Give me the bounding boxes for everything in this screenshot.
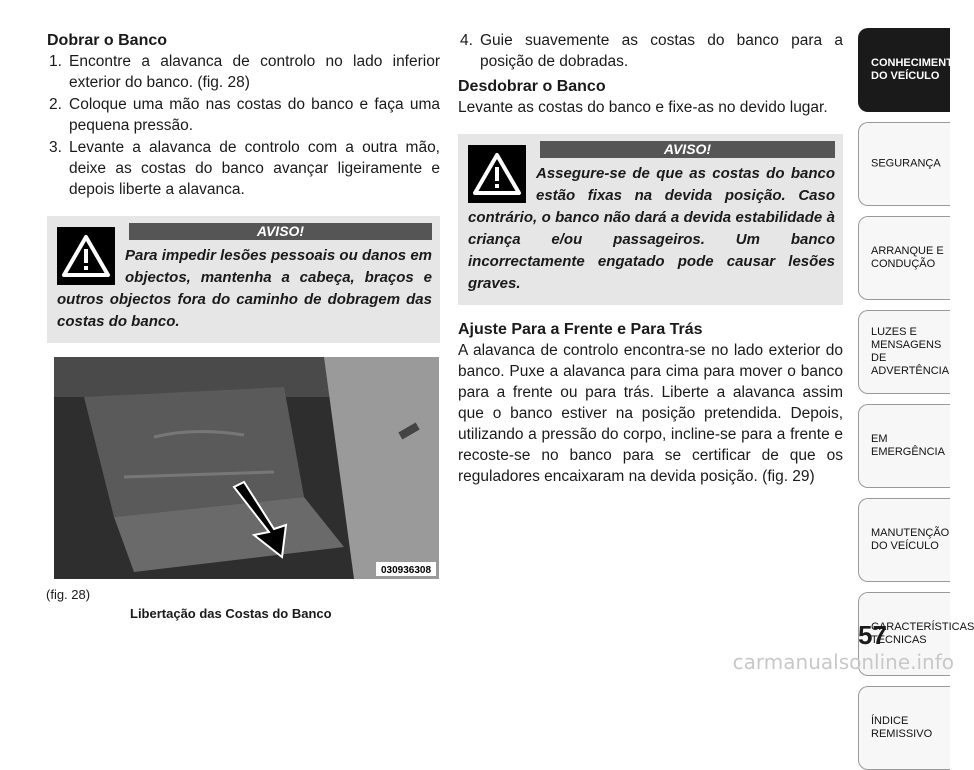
figure-number: (fig. 28) xyxy=(46,587,91,602)
section-heading-unfold: Desdobrar o Banco xyxy=(458,78,606,95)
fold-steps-continued xyxy=(458,30,843,72)
fold-steps xyxy=(47,51,440,200)
tab-arranque[interactable]: ARRANQUE E CONDUÇÃO xyxy=(858,216,950,300)
page-number: 57 xyxy=(858,620,887,650)
tab-seguranca[interactable]: SEGURANÇA xyxy=(858,122,950,206)
figure-caption: Libertação das Costas do Banco xyxy=(130,606,332,621)
list-item: 2. Coloque uma mão nas costas do banco e faça uma pequena pressão. xyxy=(49,96,440,134)
adjust-text: A alavanca de controlo encontra-se no lado exterior do banco. Puxe a alavanca para cima para mover o banco para a frente ou para trás. Liberte a alavanca assim que o banco estiver na posição pretendida. Depois, utilizando a pressão do corpo, incline-se para a frente e recoste-se no banco para se certificar de que os reguladores encaixaram na devida posição. (fig. 29) xyxy=(458,342,843,485)
warning-text: Assegure-se de que as costas do banco estão fixas na devida posição. Caso contrário, o banco não dará a devida estabilidade à criança e/ou passageiros. Um banco incorrectamente engatado pode causar lesões graves. xyxy=(468,165,835,292)
list-item: 3. Levante a alavanca de controlo com a outra mão, deixe as costas do banco avançar ligeiramente e depois liberte a alavanca. xyxy=(49,139,440,198)
unfold-text: Levante as costas do banco e fixe-as no devido lugar. xyxy=(458,99,828,116)
seat-photo xyxy=(54,357,439,579)
warning-triangle-icon xyxy=(468,145,526,203)
tab-caracteristicas[interactable]: CARACTERÍSTICAS TÉCNICAS xyxy=(858,592,950,676)
tab-indice[interactable]: ÍNDICE REMISSIVO xyxy=(858,686,950,770)
list-item: 4. Guie suavemente as costas do banco para a posição de dobradas. xyxy=(460,32,843,70)
warning-box xyxy=(458,134,843,305)
tab-emergencia[interactable]: EM EMERGÊNCIA xyxy=(858,404,950,488)
section-heading-adjust: Ajuste Para a Frente e Para Trás xyxy=(458,321,703,338)
warning-text: Para impedir lesões pessoais ou danos em objectos, mantenha a cabeça, braços e outros objectos fora do caminho de dobragem das costas do banco. xyxy=(57,247,432,330)
warning-triangle-icon xyxy=(57,227,115,285)
warning-box xyxy=(47,216,440,343)
section-heading-fold: Dobrar o Banco xyxy=(47,32,168,49)
tab-conhecimento[interactable]: CONHECIMENTO DO VEÍCULO xyxy=(858,28,950,112)
tab-manutencao[interactable]: MANUTENÇÃO DO VEÍCULO xyxy=(858,498,950,582)
list-item: 1. Encontre a alavanca de controlo no lado inferior exterior do banco. (fig. 28) xyxy=(49,53,440,91)
left-column xyxy=(47,30,440,343)
watermark: carmanualsonline.info xyxy=(732,650,954,674)
warning-label: AVISO! xyxy=(540,141,835,158)
warning-label: AVISO! xyxy=(129,223,432,240)
tab-luzes[interactable]: LUZES E MENSAGENS DE ADVERTÊNCIA xyxy=(858,310,950,394)
figure-code: 030936308 xyxy=(380,565,432,576)
right-column xyxy=(458,30,843,487)
